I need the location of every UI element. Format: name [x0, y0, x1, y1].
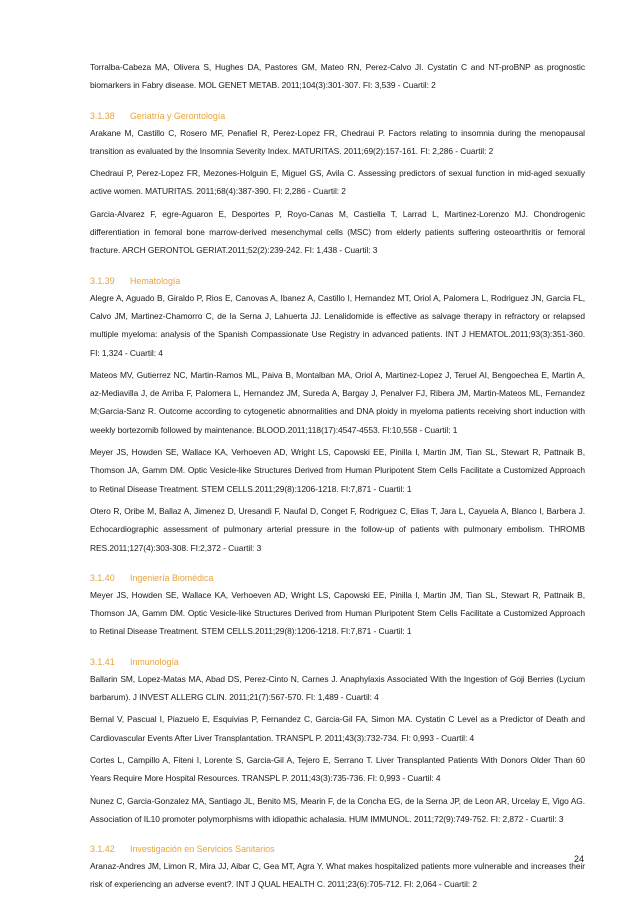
section: [90, 654, 585, 828]
sections-container: [90, 108, 585, 894]
reference-entry: Garcia-Alvarez F, egre-Aguaron E, Desportes P, Royo-Canas M, Castiella T, Larrad L, Martinez-Lorenzo MJ. Chondrogenic differentiation in femoral bone marrow-derived mesenchymal cells (MSC) from elderly patients suffering osteoarthritis or femoral fracture. ARCH GERONTOL GERIAT.2011;52(2):239-242. FI: 1,438 - Cuartil: 3: [90, 208, 585, 256]
section: [90, 570, 585, 641]
reference-entry: Ballarin SM, Lopez-Matas MA, Abad DS, Perez-Cinto N, Carnes J. Anaphylaxis Associated With the Ingestion of Goji Berries (Lycium barbarum). J INVEST ALLERG CLIN. 2011;21(7):567-570. FI: 1,489 - Cuartil: 4: [90, 673, 585, 703]
section-title: Investigación en Servicios Sanitarios: [130, 844, 275, 855]
reference-entry: Mateos MV, Gutierrez NC, Martin-Ramos ML, Paiva B, Montalban MA, Oriol A, Martinez-Lopez J, Teruel AI, Bengoechea E, Martin A, az-Mediavilla J, de Arriba F, Palomera L, Hernandez JM, Sureda A, Bargay J, Penalver FJ, Ribera JM, Martin-Mateos ML, Fernandez M;Garcia-Sanz R. Outcome according to cytogenetic abnormalities and DNA ploidy in myeloma patients receiving short induction with weekly bortezomib followed by maintenance. BLOOD.2011;118(17):4547-4553. FI:10,558 - Cuartil: 1: [90, 369, 585, 435]
section-title: Inmunología: [130, 656, 179, 667]
section-heading: [90, 570, 585, 586]
section-number: 3.1.42: [90, 844, 115, 855]
section-heading: [90, 841, 585, 857]
section-title: Ingeniería Biomédica: [130, 572, 214, 583]
reference-entry: Bernal V, Pascual I, Piazuelo E, Esquivias P, Fernandez C, Garcia-Gil FA, Simon MA. Cystatin C Level as a Predictor of Death and Cardiovascular Events After Liver Transplantation. TRANSPL P. 2011;43(3):732-734. FI: 0,993 - Cuartil: 4: [90, 714, 585, 743]
intro-entries: [90, 58, 585, 95]
section-title: Geriatría y Gerontología: [130, 110, 226, 121]
reference-entry: Aranaz-Andres JM, Limon R, Mira JJ, Aibar C, Gea MT, Agra Y. What makes hospitalized patients more vulnerable and increases their risk of experiencing an adverse event?. INT J QUAL HEALTH C. 2011;23(6):705-712. FI: 2,064 - Cuartil: 2: [90, 861, 585, 890]
reference-entry: Meyer JS, Howden SE, Wallace KA, Verhoeven AD, Wright LS, Capowski EE, Pinilla I, Martin JM, Tian SL, Stewart R, Pattnaik B, Thomson JA, Gamm DM. Optic Vesicle-like Structures Derived from Human Pluripotent Stem Cells Facilitate a Customized Approach to Retinal Disease Treatment. STEM CELLS.2011;29(8):1206-1218. FI:7,871 - Cuartil: 1: [90, 589, 585, 637]
section: [90, 108, 585, 260]
reference-entry: Alegre A, Aguado B, Giraldo P, Rios E, Canovas A, Ibanez A, Castillo I, Hernandez MT, Oriol A, Palomera L, Rodriguez JN, Garcia FL, Calvo JM, Martinez-Chamorro C, de la Serna J, Lahuerta JJ. Lenalidomide is effective as salvage therapy in refractory or relapsed multiple myeloma: analysis of the Spanish Compassionate Use Registry in advanced patients. INT J HEMATOL.2011;93(3):351-360. FI: 1,324 - Cuartil: 4: [90, 292, 585, 358]
section-heading: [90, 108, 585, 124]
section-heading: [90, 654, 585, 670]
reference-entry: Arakane M, Castillo C, Rosero MF, Penafiel R, Perez-Lopez FR, Chedraui P. Factors relating to insomnia during the menopausal transition as evaluated by the Insomnia Severity Index. MATURITAS. 2011;69(2):157-161. FI: 2,286 - Cuartil: 2: [90, 127, 585, 156]
section-number: 3.1.39: [90, 275, 115, 286]
section: [90, 273, 585, 557]
reference-entry: Chedraui P, Perez-Lopez FR, Mezones-Holguin E, Miguel GS, Avila C. Assessing predictors of sexual function in mid-aged sexually active women. MATURITAS. 2011;68(4):387-390. FI: 2,286 - Cuartil: 2: [90, 168, 585, 197]
section-heading: [90, 273, 585, 289]
reference-entry: Cortes L, Campillo A, Fiteni I, Lorente S, Garcia-Gil A, Tejero E, Serrano T. Liver Transplanted Patients With Donors Older Than 60 Years Require More Hospital Resources. TRANSPL P. 2011;43(3):735-736. FI: 0,993 - Cuartil: 4: [90, 754, 585, 784]
section-number: 3.1.40: [90, 572, 115, 583]
reference-entry: Otero R, Oribe M, Ballaz A, Jimenez D, Uresandi F, Naufal D, Conget F, Rodriguez C, Elias T, Jara L, Cayuela A, Blanco I, Barbera J. Echocardiographic assessment of pulmonary arterial pressure in the follow-up of patients with pulmonary embolism. THROMB RES.2011;127(4):303-308. FI:2,372 - Cuartil: 3: [90, 505, 585, 553]
section-number: 3.1.41: [90, 656, 115, 667]
reference-entry: Meyer JS, Howden SE, Wallace KA, Verhoeven AD, Wright LS, Capowski EE, Pinilla I, Martin JM, Tian SL, Stewart R, Pattnaik B, Thomson JA, Gamm DM. Optic Vesicle-like Structures Derived from Human Pluripotent Stem Cells Facilitate a Customized Approach to Retinal Disease Treatment. STEM CELLS.2011;29(8):1206-1218. FI:7,871 - Cuartil: 1: [90, 447, 585, 494]
page-number: 24: [573, 854, 584, 864]
reference-entry: Torralba-Cabeza MA, Olivera S, Hughes DA, Pastores GM, Mateo RN, Perez-Calvo JI. Cystatin C and NT-proBNP as prognostic biomarkers in Fabry disease. MOL GENET METAB. 2011;104(3):301-307. FI: 3,539 - Cuartil: 2: [90, 62, 585, 91]
document-content: [90, 58, 585, 898]
reference-entry: Nunez C, Garcia-Gonzalez MA, Santiago JL, Benito MS, Mearin F, de la Concha EG, de la Serna JP, de Leon AR, Urcelay E, Vigo AG. Association of IL10 promoter polymorphisms with idiopathic achalasia. HUM IMMUNOL. 2011;72(9):749-752. FI: 2,872 - Cuartil: 3: [90, 795, 585, 824]
section-number: 3.1.38: [90, 110, 115, 121]
section-title: Hematología: [130, 275, 181, 286]
section: [90, 841, 585, 894]
